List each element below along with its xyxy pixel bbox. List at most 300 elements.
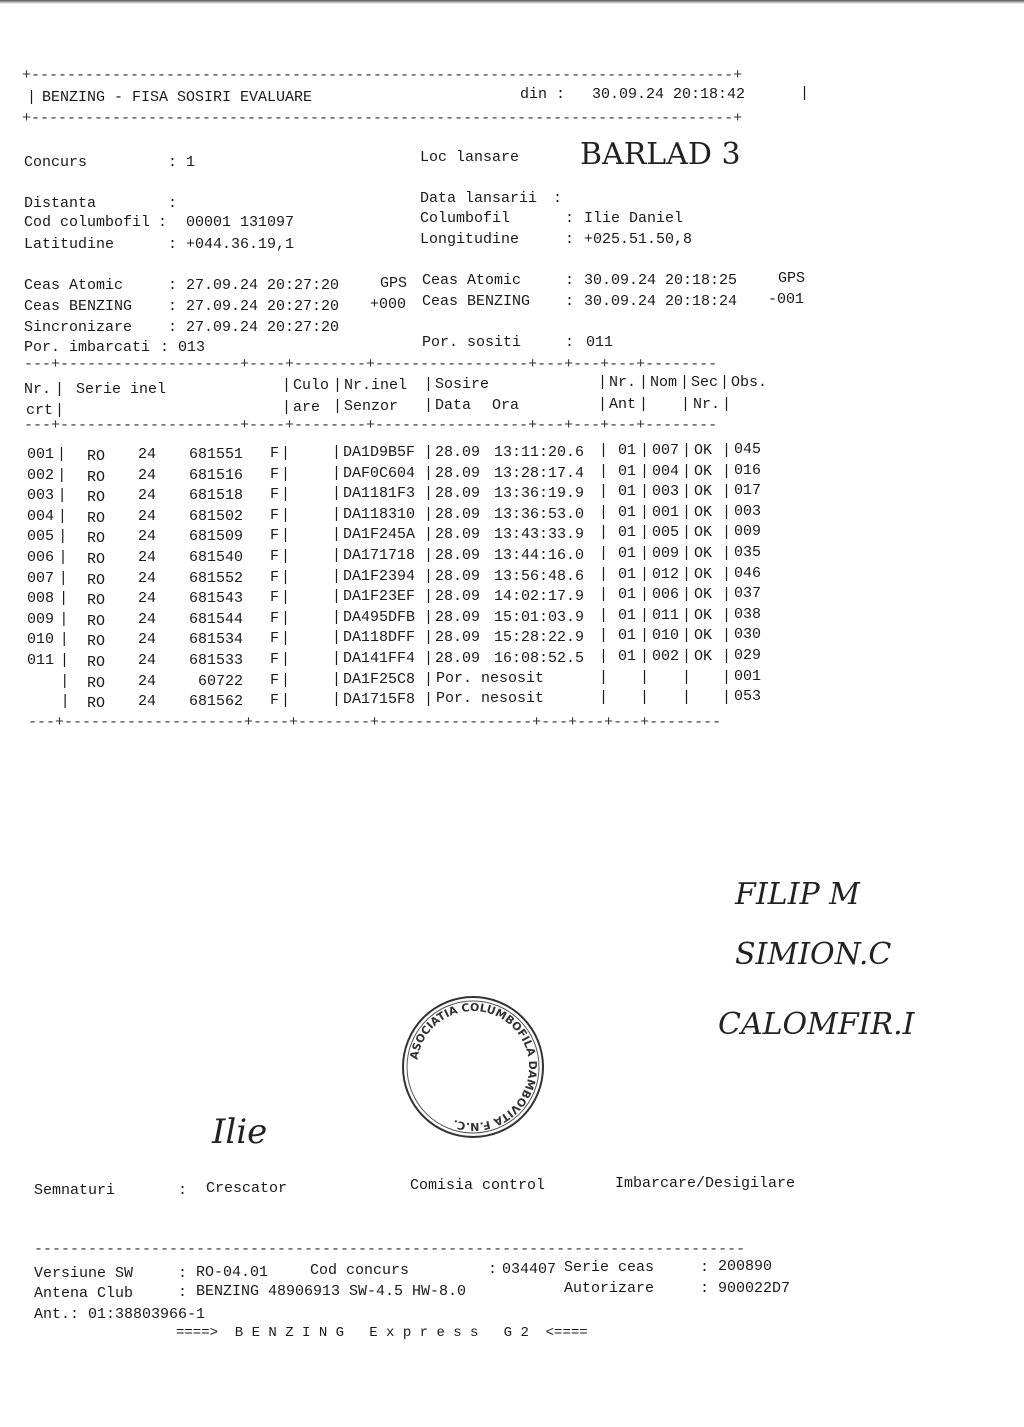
column-separator: | — [640, 689, 650, 707]
ring-number: 681516 — [188, 466, 243, 484]
row-number: 010 — [27, 631, 55, 649]
column-separator: | — [59, 631, 69, 649]
sensor-id: DA118310 — [343, 505, 416, 523]
nom: 007 — [652, 442, 680, 459]
signature-crescator: Ilie — [212, 1112, 268, 1152]
arrival-time: 15:28:22.9 — [494, 629, 585, 647]
ring-year: 24 — [138, 672, 157, 690]
sensor-id: DA1F25C8 — [343, 670, 416, 688]
column-separator: | — [640, 462, 650, 480]
column-separator: | — [682, 462, 692, 480]
colon: : — [158, 214, 168, 231]
antena-value: BENZING 48906913 SW-4.5 HW-8.0 — [196, 1283, 467, 1300]
arrival-time: 15:01:03.9 — [494, 608, 585, 626]
nom: 003 — [652, 483, 680, 501]
colon: : — [168, 319, 178, 336]
column-separator: | — [722, 648, 732, 665]
obs-value: 037 — [734, 585, 762, 603]
column-separator: | — [640, 565, 650, 583]
column-separator: | — [598, 396, 608, 413]
ceas-atomic-start: 27.09.24 20:27:20 — [186, 277, 340, 294]
column-separator: | — [424, 464, 434, 482]
colon: : — [168, 154, 178, 171]
column-separator: | — [722, 503, 732, 521]
column-separator: | — [281, 506, 291, 524]
column-header: Ant — [609, 396, 637, 413]
field-label: Data lansarii — [420, 190, 538, 207]
versiune-value: RO-04.01 — [196, 1264, 269, 1281]
ring-year: 24 — [138, 549, 157, 566]
column-header: crt — [26, 402, 54, 419]
column-separator: | — [60, 652, 70, 669]
column-separator: | — [720, 374, 730, 391]
column-separator: | — [640, 524, 650, 542]
field-label: Ceas Atomic — [24, 277, 124, 294]
brand-line: ====> B E N Z I N G E x p r e s s G 2 <==== — [176, 1325, 588, 1341]
sensor-id: DA118DFF — [343, 629, 416, 647]
ring-country: RO — [87, 468, 106, 486]
ring-year: 24 — [138, 652, 157, 669]
obs-value: 009 — [734, 523, 762, 541]
column-separator: | — [639, 374, 649, 391]
column-separator: | — [682, 648, 692, 665]
ceas-atomic-end: 30.09.24 20:18:25 — [584, 272, 738, 289]
column-separator: | — [58, 569, 68, 587]
column-separator: | — [59, 590, 69, 608]
table-border-top: ---+--------------------+----+--------+-----------------+---+---+---+-------- — [24, 357, 718, 372]
ring-year: 24 — [138, 507, 157, 525]
longitudine-value: +025.51.50,8 — [584, 231, 693, 248]
comisia-label: Comisia control — [410, 1177, 546, 1194]
arrival-date: 28.09 — [435, 547, 481, 564]
header-border-bottom: +------------------------------------------------------------------------------+ — [22, 111, 743, 126]
row-number: 001 — [27, 446, 55, 463]
ring-number: 681540 — [188, 549, 243, 566]
column-header: Obs. — [731, 374, 768, 391]
column-separator: | — [332, 588, 342, 606]
row-number: 003 — [27, 487, 55, 505]
ring-number: 681562 — [188, 693, 243, 711]
concurs-value: 1 — [186, 154, 196, 171]
arrival-date: 28.09 — [435, 588, 481, 606]
sensor-id: DA1181F3 — [343, 485, 416, 503]
column-separator: | — [640, 606, 650, 624]
sec-status: OK — [694, 586, 713, 604]
sensor-id: DA1F2394 — [343, 567, 416, 585]
column-separator: | — [332, 547, 342, 564]
column-separator: | — [424, 547, 434, 564]
sex: F — [270, 630, 280, 648]
table-header-separator: ---+--------------------+----+--------+-----------------+---+---+---+-------- — [24, 418, 718, 433]
ceas-benzing-start-diff: +000 — [370, 296, 407, 313]
colon: : — [565, 231, 575, 248]
sec-status: OK — [694, 524, 713, 542]
header-border-top: +------------------------------------------------------------------------------+ — [22, 68, 743, 83]
sex: F — [270, 692, 280, 710]
ring-country: RO — [87, 612, 106, 630]
column-separator: | — [640, 627, 650, 645]
column-separator: | — [599, 627, 609, 645]
ring-number: 681543 — [188, 590, 243, 608]
column-separator: | — [640, 668, 650, 686]
column-separator: | — [681, 396, 691, 413]
column-separator: | — [599, 689, 609, 707]
signatures-label: Semnaturi — [34, 1182, 116, 1199]
column-header: Sosire — [435, 376, 490, 393]
ring-country: RO — [87, 509, 106, 527]
colon: : — [168, 236, 178, 253]
ring-year: 24 — [138, 446, 157, 463]
column-separator: | — [281, 445, 291, 462]
ring-country: RO — [87, 654, 106, 671]
colon: : — [178, 1265, 188, 1282]
ring-country: RO — [87, 489, 106, 507]
column-separator: | — [281, 527, 291, 545]
row-number: 004 — [27, 507, 55, 525]
column-separator: | — [682, 668, 692, 686]
column-separator: | — [682, 545, 692, 562]
colon: : — [168, 195, 178, 212]
column-separator: | — [599, 668, 609, 686]
sex: F — [270, 548, 280, 565]
column-separator: | — [682, 524, 692, 542]
document-title: BENZING - FISA SOSIRI EVALUARE — [42, 89, 313, 106]
column-separator: | — [682, 503, 692, 521]
antenna: 01 — [618, 503, 637, 521]
sec-status: OK — [694, 503, 713, 521]
column-separator: | — [722, 524, 732, 542]
sex: F — [270, 486, 280, 504]
nom: 001 — [652, 503, 680, 521]
sex: F — [270, 671, 280, 689]
obs-value: 017 — [734, 482, 762, 500]
row-number: 011 — [27, 652, 55, 669]
header-bar: | — [27, 89, 37, 106]
arrival-time: 13:43:33.9 — [494, 526, 585, 544]
colon: : — [565, 210, 575, 227]
column-separator: | — [599, 545, 609, 562]
column-separator: | — [424, 629, 434, 647]
column-separator: | — [640, 648, 650, 665]
column-separator: | — [722, 396, 732, 413]
column-header: Nr.inel — [344, 377, 408, 394]
ring-country: RO — [87, 674, 106, 692]
row-number: 005 — [27, 528, 55, 546]
column-separator: | — [332, 691, 342, 709]
por-imbarcati-value: 013 — [178, 339, 206, 356]
sec-status: OK — [694, 462, 713, 480]
column-separator: | — [282, 399, 292, 416]
sensor-id: DA1F23EF — [343, 588, 416, 606]
cod-concurs-label: Cod concurs — [310, 1262, 410, 1279]
scan-edge — [0, 0, 1024, 4]
sex: F — [270, 506, 280, 524]
ceas-benzing-end-diff: -001 — [768, 291, 805, 308]
column-separator: | — [333, 377, 343, 394]
ring-number: 681534 — [188, 631, 243, 649]
column-separator: | — [682, 483, 692, 501]
sensor-id: DAF0C604 — [343, 464, 416, 482]
obs-value: 038 — [734, 605, 762, 623]
antenna: 01 — [618, 627, 637, 645]
sec-status: OK — [694, 565, 713, 583]
antenna: 01 — [618, 565, 637, 583]
ring-country: RO — [87, 592, 106, 610]
arrival-date: 28.09 — [435, 629, 481, 647]
column-separator: | — [332, 567, 342, 585]
column-separator: | — [682, 606, 692, 624]
colon: : — [700, 1259, 710, 1276]
loc-lansare-handwritten: BARLAD 3 — [580, 137, 741, 172]
ring-number: 681509 — [188, 528, 243, 546]
column-header: Ora — [492, 397, 520, 414]
ring-number: 681544 — [188, 610, 243, 628]
date-label: din : — [520, 86, 566, 103]
autorizare-label: Autorizare — [564, 1280, 655, 1297]
field-label: Por. imbarcati — [24, 339, 151, 356]
arrival-time: 14:02:17.9 — [494, 588, 585, 606]
antenna: 01 — [618, 606, 637, 624]
column-separator: | — [332, 629, 342, 647]
sex: F — [270, 651, 280, 668]
column-separator: | — [57, 507, 67, 525]
antenna: 01 — [618, 442, 637, 459]
ceas-benzing-end: 30.09.24 20:18:24 — [584, 293, 738, 310]
field-label: Concurs — [24, 154, 88, 171]
column-header: Sec — [691, 374, 719, 391]
obs-value: 046 — [734, 564, 762, 582]
nom: 002 — [652, 648, 680, 665]
nom: 011 — [652, 606, 680, 624]
column-separator: | — [639, 396, 649, 413]
nom: 010 — [652, 627, 680, 645]
obs-value: 053 — [734, 688, 762, 706]
column-separator: | — [333, 398, 343, 415]
nom: 006 — [652, 586, 680, 604]
print-date: 30.09.24 20:18:42 — [592, 86, 746, 103]
column-separator: | — [58, 528, 68, 546]
ring-year: 24 — [138, 631, 157, 649]
ring-country: RO — [87, 551, 106, 568]
obs-value: 045 — [734, 441, 762, 458]
status-not-arrived: Por. nesosit — [436, 669, 545, 687]
status-not-arrived: Por. nesosit — [436, 690, 545, 708]
header-bar: | — [800, 85, 810, 102]
ring-country: RO — [87, 530, 106, 548]
column-separator: | — [682, 627, 692, 645]
colon: : — [160, 339, 170, 356]
field-label: Ceas BENZING — [422, 293, 531, 310]
colon: : — [488, 1261, 498, 1278]
arrival-date: 28.09 — [435, 444, 481, 461]
antenna: 01 — [618, 462, 637, 480]
arrival-date: 28.09 — [435, 485, 481, 503]
column-header: Nr. — [693, 396, 721, 413]
field-label: Distanta — [24, 195, 97, 212]
antenna: 01 — [618, 545, 637, 562]
field-label: Cod columbofil — [24, 214, 151, 231]
sec-status: OK — [694, 442, 713, 459]
column-separator: | — [281, 465, 291, 483]
antenna-id: Ant.: 01:38803966-1 — [34, 1306, 206, 1323]
column-separator: | — [424, 397, 434, 414]
column-separator: | — [332, 526, 342, 544]
column-separator: | — [599, 483, 609, 501]
ring-number: 681552 — [188, 569, 243, 587]
colon: : — [168, 277, 178, 294]
field-label: Columbofil — [420, 210, 511, 227]
column-separator: | — [57, 466, 67, 484]
club-stamp — [398, 992, 548, 1142]
column-separator: | — [722, 442, 732, 459]
column-separator: | — [60, 672, 70, 690]
column-separator: | — [424, 691, 434, 709]
colon: : — [700, 1280, 710, 1297]
column-separator: | — [424, 376, 434, 393]
column-separator: | — [640, 483, 650, 501]
ring-number: 681518 — [188, 487, 243, 505]
column-separator: | — [281, 609, 291, 627]
column-separator: | — [332, 608, 342, 626]
column-separator: | — [424, 650, 434, 667]
nom: 012 — [652, 565, 680, 583]
colon: : — [178, 1182, 188, 1199]
obs-value: 035 — [734, 544, 762, 561]
colon: : — [565, 272, 575, 289]
ring-year: 24 — [138, 466, 157, 484]
column-separator: | — [640, 503, 650, 521]
svg-text:ASOCIATIA COLUMBOFILA DAMBOVIT: ASOCIATIA COLUMBOFILA DAMBOVITA F.N.C. — [407, 1000, 540, 1134]
ring-country: RO — [87, 571, 106, 589]
column-separator: | — [281, 692, 291, 710]
serie-ceas-label: Serie ceas — [564, 1259, 655, 1276]
column-separator: | — [281, 630, 291, 648]
column-separator: | — [599, 524, 609, 542]
column-separator: | — [281, 568, 291, 586]
row-number: 009 — [27, 610, 55, 628]
arrival-time: 16:08:52.5 — [494, 650, 585, 667]
sensor-id: DA495DFB — [343, 608, 416, 626]
column-separator: | — [682, 442, 692, 459]
column-separator: | — [281, 548, 291, 565]
column-separator: | — [680, 374, 690, 391]
column-separator: | — [599, 503, 609, 521]
column-header: are — [293, 399, 321, 416]
column-separator: | — [332, 670, 342, 688]
obs-value: 001 — [734, 667, 762, 685]
row-number: 008 — [27, 590, 55, 608]
signature-simion: SIMION.C — [735, 937, 892, 972]
column-separator: | — [57, 487, 67, 505]
column-separator: | — [57, 446, 67, 463]
latitudine-value: +044.36.19,1 — [186, 236, 295, 253]
column-separator: | — [424, 485, 434, 503]
column-separator: | — [722, 565, 732, 583]
column-separator: | — [281, 671, 291, 689]
colon: : — [565, 293, 575, 310]
arrival-time: 13:11:20.6 — [494, 444, 585, 461]
sensor-id: DA1715F8 — [343, 691, 416, 709]
column-header: Nr. — [609, 374, 637, 391]
field-label: Ceas Atomic — [422, 272, 522, 289]
nom: 005 — [652, 524, 680, 542]
arrival-time: 13:28:17.4 — [494, 464, 585, 482]
crescator-label: Crescator — [206, 1180, 288, 1197]
field-label: Longitudine — [420, 231, 520, 248]
ring-number: 681551 — [188, 446, 243, 463]
column-separator: | — [282, 377, 292, 394]
column-separator: | — [640, 545, 650, 562]
ring-year: 24 — [138, 528, 157, 546]
arrival-date: 28.09 — [435, 464, 481, 482]
sensor-id: DA1D9B5F — [343, 444, 416, 461]
column-separator: | — [722, 668, 732, 686]
sec-status: OK — [694, 483, 713, 501]
ring-year: 24 — [138, 569, 157, 587]
ring-year: 24 — [138, 693, 157, 711]
column-separator: | — [332, 505, 342, 523]
column-separator: | — [332, 464, 342, 482]
ceas-atomic-start-source: GPS — [380, 275, 408, 292]
ring-year: 24 — [138, 487, 157, 505]
footer-divider: ------------------------------------------------------------------------------- — [34, 1242, 746, 1257]
colon: : — [168, 298, 178, 315]
sex: F — [270, 589, 280, 607]
obs-value: 003 — [734, 502, 762, 520]
sec-status: OK — [694, 648, 713, 665]
arrival-date: 28.09 — [435, 650, 481, 667]
antenna: 01 — [618, 586, 637, 604]
column-header: Serie inel — [76, 381, 167, 398]
sincronizare-value: 27.09.24 20:27:20 — [186, 319, 340, 336]
arrival-time: 13:36:19.9 — [494, 485, 585, 503]
sex: F — [270, 609, 280, 627]
column-separator: | — [598, 374, 608, 391]
column-separator: | — [424, 526, 434, 544]
serie-ceas-value: 200890 — [718, 1258, 773, 1275]
signature-calomfir: CALOMFIR.I — [718, 1007, 915, 1042]
arrival-time: 13:44:16.0 — [494, 547, 585, 564]
sensor-id: DA141FF4 — [343, 650, 416, 667]
ceas-atomic-end-source: GPS — [778, 270, 806, 287]
ring-country: RO — [87, 695, 106, 713]
column-separator: | — [424, 588, 434, 606]
por-sositi-value: 011 — [586, 334, 614, 351]
colon: : — [565, 334, 575, 351]
arrival-date: 28.09 — [435, 567, 481, 585]
column-separator: | — [60, 693, 70, 711]
column-separator: | — [599, 586, 609, 604]
column-separator: | — [722, 627, 732, 645]
autorizare-value: 900022D7 — [718, 1280, 791, 1297]
columbofil-value: Ilie Daniel — [584, 210, 684, 227]
imbarcare-label: Imbarcare/Desigilare — [615, 1175, 796, 1192]
ring-year: 24 — [138, 610, 157, 628]
cod-concurs-value: 034407 — [502, 1261, 557, 1278]
column-separator: | — [682, 565, 692, 583]
field-label: Loc lansare — [420, 149, 520, 166]
sec-status: OK — [694, 606, 713, 624]
column-separator: | — [424, 505, 434, 523]
arrival-date: 28.09 — [435, 608, 481, 626]
field-label: Latitudine — [24, 236, 115, 253]
column-separator: | — [722, 606, 732, 624]
versiune-label: Versiune SW — [34, 1265, 134, 1282]
column-separator: | — [424, 608, 434, 626]
sec-status: OK — [694, 627, 713, 645]
field-label: Sincronizare — [24, 319, 133, 336]
column-separator: | — [640, 586, 650, 604]
